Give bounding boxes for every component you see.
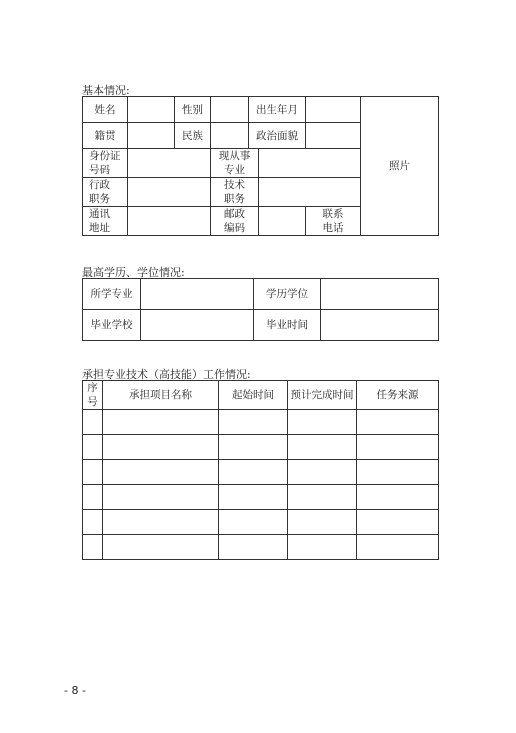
major-studied-label: 所学专业: [83, 279, 141, 310]
major-value: [259, 149, 361, 178]
education-title: 最高学历、学位情况:: [82, 266, 185, 279]
admin-value: [128, 178, 211, 207]
post-value: [259, 207, 306, 236]
col-end-header: 预计完成时间: [288, 381, 357, 410]
tech-label-line2: 职务: [224, 193, 245, 205]
basic-info-title: 基本情况:: [82, 84, 130, 97]
grad-time-label: 毕业时间: [254, 310, 321, 341]
id-value: [128, 149, 211, 178]
addr-value: [128, 207, 211, 236]
birth-value: [306, 97, 361, 123]
col-source-header: 任务来源: [357, 381, 439, 410]
table-row: [83, 435, 439, 460]
degree-value: [321, 279, 439, 310]
phone-label-line2: 电话: [322, 222, 344, 234]
col-name-header: 承担项目名称: [103, 381, 219, 410]
phone-label: [306, 207, 361, 236]
tech-label-line1: 技术: [224, 179, 245, 191]
school-value: [141, 310, 254, 341]
native-label: 籍贯: [83, 123, 128, 149]
major-studied-value: [141, 279, 254, 310]
addr-label-line1: 通讯: [89, 208, 110, 220]
name-label: 姓名: [83, 97, 128, 123]
admin-label: [83, 178, 128, 207]
post-label: [211, 207, 259, 236]
page-number: - 8 -: [64, 684, 86, 697]
post-label-line1: 邮政: [224, 208, 245, 220]
projects-title: 承担专业技术（高技能）工作情况:: [82, 368, 251, 381]
id-label-line1: 身份证: [89, 150, 121, 162]
col-no-header-line1: 序: [87, 382, 98, 394]
id-label-line2: 号码: [89, 164, 110, 176]
col-no-header: [83, 381, 103, 410]
ethnic-value: [211, 123, 249, 149]
col-no-header-line2: 号: [87, 396, 98, 408]
political-value: [306, 123, 361, 149]
name-value: [128, 97, 175, 123]
ethnic-label: 民族: [175, 123, 211, 149]
major-label: [211, 149, 259, 178]
school-label: 毕业学校: [83, 310, 141, 341]
degree-label: 学历学位: [254, 279, 321, 310]
native-value: [128, 123, 175, 149]
table-row: [83, 460, 439, 485]
political-label: 政治面貌: [249, 123, 306, 149]
basic-info-table: [82, 96, 439, 236]
projects-table: [82, 380, 439, 560]
education-table: [82, 278, 439, 341]
addr-label-line2: 地址: [89, 222, 110, 234]
table-row: [83, 485, 439, 510]
major-label-line2: 专业: [224, 164, 245, 176]
grad-time-value: [321, 310, 439, 341]
gender-value: [211, 97, 249, 123]
addr-label: [83, 207, 128, 236]
phone-label-line1: 联系: [322, 208, 344, 220]
admin-label-line1: 行政: [89, 179, 110, 191]
tech-value: [259, 178, 361, 207]
birth-label: 出生年月: [249, 97, 306, 123]
post-label-line2: 编码: [224, 222, 245, 234]
col-start-header: 起始时间: [219, 381, 288, 410]
id-label: [83, 149, 128, 178]
table-row: [83, 510, 439, 535]
admin-label-line2: 职务: [89, 193, 110, 205]
major-label-line1: 现从事: [218, 150, 251, 162]
table-row: [83, 410, 439, 435]
photo-cell: 照片: [361, 97, 439, 236]
table-row: [83, 535, 439, 560]
tech-label: [211, 178, 259, 207]
gender-label: 性别: [175, 97, 211, 123]
